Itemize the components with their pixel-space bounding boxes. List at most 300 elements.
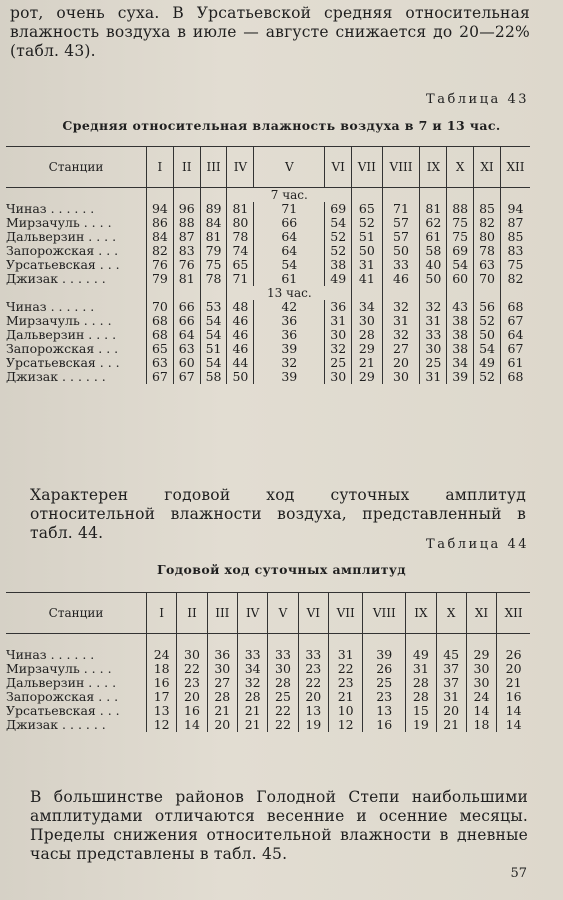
value-cell: 70: [474, 272, 501, 286]
value-cell: 22: [268, 704, 298, 718]
value-cell: 76: [173, 258, 200, 272]
value-cell: 36: [325, 300, 352, 314]
value-cell: 38: [447, 314, 474, 328]
value-cell: 67: [500, 342, 530, 356]
value-cell: 21: [237, 704, 267, 718]
value-cell: 40: [420, 258, 447, 272]
table-row: [6, 230, 530, 244]
value-cell: 23: [298, 662, 328, 676]
value-cell: 75: [447, 216, 474, 230]
value-cell: 54: [200, 328, 227, 342]
station-name-cell: Чиназ . . . . . .: [6, 202, 95, 216]
value-cell: 28: [237, 690, 267, 704]
value-cell: 14: [177, 718, 207, 732]
value-cell: 25: [268, 690, 298, 704]
value-cell: 12: [147, 718, 177, 732]
value-cell: 67: [173, 370, 200, 384]
value-cell: 86: [147, 216, 174, 230]
value-cell: 84: [147, 230, 174, 244]
value-cell: 20: [298, 690, 328, 704]
value-cell: 65: [147, 342, 174, 356]
column-header-month: XI: [466, 593, 496, 634]
value-cell: 81: [173, 272, 200, 286]
value-cell: 68: [147, 328, 174, 342]
value-cell: 28: [406, 690, 436, 704]
value-cell: 31: [382, 314, 420, 328]
value-cell: 21: [237, 718, 267, 732]
column-header-month: X: [436, 593, 466, 634]
table-row: [6, 202, 530, 216]
station-name-cell: Мирзачуль . . . .: [6, 662, 112, 676]
value-cell: 66: [173, 300, 200, 314]
spacer-cell: [237, 634, 267, 649]
column-header-month: IX: [406, 593, 436, 634]
value-cell: 30: [352, 314, 382, 328]
station-name-cell: Запорожская . . .: [6, 342, 119, 356]
value-cell: 31: [436, 690, 466, 704]
value-cell: 52: [325, 230, 352, 244]
value-cell: 31: [420, 314, 447, 328]
value-cell: 64: [254, 244, 325, 258]
value-cell: 66: [173, 314, 200, 328]
value-cell: 52: [474, 370, 501, 384]
column-header-stations: Станции: [6, 147, 147, 188]
value-cell: 75: [447, 230, 474, 244]
value-cell: 29: [466, 648, 496, 662]
section-label: 7 час.: [270, 188, 308, 202]
table43-header-row: [6, 147, 530, 188]
table43-caption: Средняя относительная влажность воздуха в 7 и 13 час.: [62, 118, 501, 133]
value-cell: 34: [447, 356, 474, 370]
value-cell: 28: [207, 690, 237, 704]
value-cell: 62: [420, 216, 447, 230]
value-cell: 33: [298, 648, 328, 662]
column-header-month: I: [147, 593, 177, 634]
value-cell: 75: [500, 258, 530, 272]
value-cell: 69: [447, 244, 474, 258]
section-label-row: [6, 188, 530, 203]
spacer-cell: [466, 634, 496, 649]
value-cell: 27: [207, 676, 237, 690]
section-label-cell: [147, 286, 174, 300]
station-name-cell: Джизак . . . . . .: [6, 718, 106, 732]
value-cell: 46: [227, 342, 254, 356]
value-cell: 32: [420, 300, 447, 314]
section-label-cell: [200, 286, 227, 300]
section-label-cell: [352, 286, 382, 300]
table-row: [6, 342, 530, 356]
value-cell: 16: [147, 676, 177, 690]
value-cell: 22: [268, 718, 298, 732]
value-cell: 21: [497, 676, 530, 690]
value-cell: 31: [420, 370, 447, 384]
value-cell: 24: [466, 690, 496, 704]
value-cell: 63: [474, 258, 501, 272]
value-cell: 83: [500, 244, 530, 258]
value-cell: 33: [237, 648, 267, 662]
section-label-cell: [382, 286, 420, 300]
table-row: [6, 300, 530, 314]
value-cell: 82: [500, 272, 530, 286]
section-label-cell: [147, 188, 174, 203]
column-header-month: V: [254, 147, 325, 188]
value-cell: 29: [352, 342, 382, 356]
value-cell: 70: [147, 300, 174, 314]
value-cell: 21: [207, 704, 237, 718]
station-name-cell: Запорожская . . .: [6, 244, 119, 258]
value-cell: 34: [237, 662, 267, 676]
section-label-cell: [500, 188, 530, 203]
table44-caption: Годовой ход суточных амплитуд: [157, 562, 406, 577]
value-cell: 16: [177, 704, 207, 718]
value-cell: 49: [474, 356, 501, 370]
value-cell: 13: [298, 704, 328, 718]
value-cell: 68: [147, 314, 174, 328]
value-cell: 42: [254, 300, 325, 314]
value-cell: 80: [474, 230, 501, 244]
column-header-month: IX: [420, 147, 447, 188]
value-cell: 64: [254, 230, 325, 244]
section-label-cell: [200, 188, 227, 203]
value-cell: 20: [382, 356, 420, 370]
page-number: 57: [510, 866, 527, 881]
value-cell: 52: [352, 216, 382, 230]
table-row: [6, 370, 530, 384]
value-cell: 13: [147, 704, 177, 718]
value-cell: 25: [363, 676, 406, 690]
column-header-month: VII: [328, 593, 362, 634]
value-cell: 19: [406, 718, 436, 732]
section-label-cell: [227, 286, 254, 300]
value-cell: 34: [352, 300, 382, 314]
station-name-cell: Чиназ . . . . . .: [6, 648, 95, 662]
value-cell: 30: [268, 662, 298, 676]
value-cell: 27: [382, 342, 420, 356]
value-cell: 20: [207, 718, 237, 732]
value-cell: 54: [474, 342, 501, 356]
value-cell: 81: [420, 202, 447, 216]
value-cell: 33: [382, 258, 420, 272]
value-cell: 13: [363, 704, 406, 718]
section-label-spacer: [6, 188, 147, 203]
spacer-cell: [406, 634, 436, 649]
value-cell: 71: [227, 272, 254, 286]
section-label-spacer: [6, 286, 147, 300]
value-cell: 14: [466, 704, 496, 718]
value-cell: 41: [352, 272, 382, 286]
value-cell: 83: [173, 244, 200, 258]
value-cell: 61: [500, 356, 530, 370]
value-cell: 30: [325, 370, 352, 384]
value-cell: 68: [500, 300, 530, 314]
value-cell: 74: [227, 244, 254, 258]
value-cell: 25: [325, 356, 352, 370]
value-cell: 96: [173, 202, 200, 216]
value-cell: 78: [200, 272, 227, 286]
table-row: [6, 328, 530, 342]
value-cell: 36: [254, 328, 325, 342]
station-name-cell: Урсатьевская . . .: [6, 704, 120, 718]
spacer-cell: [363, 634, 406, 649]
value-cell: 60: [447, 272, 474, 286]
section-label-cell: [173, 188, 200, 203]
column-header-month: XII: [500, 147, 530, 188]
value-cell: 43: [447, 300, 474, 314]
value-cell: 54: [200, 356, 227, 370]
section-label-cell: [474, 286, 501, 300]
value-cell: 32: [382, 300, 420, 314]
value-cell: 49: [325, 272, 352, 286]
column-header-month: IV: [237, 593, 267, 634]
station-name-cell: Чиназ . . . . . .: [6, 300, 95, 314]
value-cell: 63: [147, 356, 174, 370]
table-row: [6, 258, 530, 272]
value-cell: 63: [173, 342, 200, 356]
spacer-cell: [328, 634, 362, 649]
value-cell: 39: [363, 648, 406, 662]
section-label-cell: [352, 188, 382, 203]
value-cell: 18: [466, 718, 496, 732]
value-cell: 50: [382, 244, 420, 258]
value-cell: 25: [420, 356, 447, 370]
value-cell: 78: [474, 244, 501, 258]
value-cell: 29: [352, 370, 382, 384]
value-cell: 32: [237, 676, 267, 690]
value-cell: 30: [325, 328, 352, 342]
value-cell: 54: [447, 258, 474, 272]
column-header-month: XI: [474, 147, 501, 188]
value-cell: 82: [474, 216, 501, 230]
table-row: [6, 676, 530, 690]
value-cell: 23: [363, 690, 406, 704]
value-cell: 26: [497, 648, 530, 662]
value-cell: 48: [227, 300, 254, 314]
value-cell: 24: [147, 648, 177, 662]
value-cell: 12: [328, 718, 362, 732]
value-cell: 36: [207, 648, 237, 662]
spacer-cell: [497, 634, 530, 649]
section-label-cell: [447, 286, 474, 300]
value-cell: 87: [173, 230, 200, 244]
value-cell: 30: [466, 676, 496, 690]
value-cell: 28: [268, 676, 298, 690]
column-header-month: VI: [298, 593, 328, 634]
value-cell: 10: [328, 704, 362, 718]
value-cell: 53: [200, 300, 227, 314]
station-name-cell: Запорожская . . .: [6, 690, 119, 704]
value-cell: 88: [173, 216, 200, 230]
station-name-cell: Дальверзин . . . .: [6, 328, 117, 342]
value-cell: 30: [207, 662, 237, 676]
value-cell: 64: [173, 328, 200, 342]
value-cell: 79: [200, 244, 227, 258]
value-cell: 28: [406, 676, 436, 690]
value-cell: 39: [447, 370, 474, 384]
station-name-cell: Дальверзин . . . .: [6, 230, 117, 244]
table44: [6, 592, 530, 732]
value-cell: 14: [497, 704, 530, 718]
table-row: [6, 244, 530, 258]
value-cell: 82: [147, 244, 174, 258]
value-cell: 26: [363, 662, 406, 676]
value-cell: 56: [474, 300, 501, 314]
value-cell: 31: [352, 258, 382, 272]
column-header-month: I: [147, 147, 174, 188]
value-cell: 32: [382, 328, 420, 342]
value-cell: 52: [474, 314, 501, 328]
value-cell: 80: [227, 216, 254, 230]
value-cell: 31: [325, 314, 352, 328]
value-cell: 78: [227, 230, 254, 244]
value-cell: 15: [406, 704, 436, 718]
value-cell: 30: [382, 370, 420, 384]
value-cell: 89: [200, 202, 227, 216]
value-cell: 67: [147, 370, 174, 384]
value-cell: 18: [147, 662, 177, 676]
table-row: [6, 690, 530, 704]
value-cell: 76: [147, 258, 174, 272]
value-cell: 52: [325, 244, 352, 258]
value-cell: 39: [254, 342, 325, 356]
value-cell: 58: [200, 370, 227, 384]
section-label-cell: [420, 286, 447, 300]
spacer-cell: [207, 634, 237, 649]
spacer-cell: [177, 634, 207, 649]
section-label-row: [6, 286, 530, 300]
column-header-month: III: [207, 593, 237, 634]
value-cell: 20: [497, 662, 530, 676]
section-label-cell: [325, 188, 352, 203]
value-cell: 45: [436, 648, 466, 662]
table-row: [6, 704, 530, 718]
value-cell: 64: [500, 328, 530, 342]
value-cell: 54: [254, 258, 325, 272]
value-cell: 20: [436, 704, 466, 718]
column-header-month: X: [447, 147, 474, 188]
value-cell: 37: [436, 662, 466, 676]
station-name-cell: Дальверзин . . . .: [6, 676, 117, 690]
spacer-cell: [268, 634, 298, 649]
table44-header-row: [6, 593, 530, 634]
value-cell: 22: [177, 662, 207, 676]
value-cell: 30: [466, 662, 496, 676]
table43: [6, 146, 530, 384]
spacer-cell: [298, 634, 328, 649]
section-label-cell: [325, 286, 352, 300]
value-cell: 46: [227, 328, 254, 342]
value-cell: 94: [147, 202, 174, 216]
section-label-cell: [420, 188, 447, 203]
value-cell: 30: [420, 342, 447, 356]
value-cell: 58: [420, 244, 447, 258]
section-label-cell: [227, 188, 254, 203]
value-cell: 87: [500, 216, 530, 230]
value-cell: 31: [328, 648, 362, 662]
value-cell: 38: [447, 342, 474, 356]
value-cell: 61: [420, 230, 447, 244]
station-name-cell: Мирзачуль . . . .: [6, 216, 112, 230]
value-cell: 31: [406, 662, 436, 676]
table-row: [6, 718, 530, 732]
value-cell: 84: [200, 216, 227, 230]
value-cell: 36: [254, 314, 325, 328]
value-cell: 50: [227, 370, 254, 384]
station-name-cell: Урсатьевская . . .: [6, 356, 120, 370]
table-row: [6, 356, 530, 370]
value-cell: 21: [352, 356, 382, 370]
paragraph-final: В большинстве районов Голодной Степи наибольшими амплитудами отличаются весенние и осенние месяцы. Пределы снижения относительной влажности в дневные часы представлены в табл. 45.: [30, 788, 528, 863]
value-cell: 33: [268, 648, 298, 662]
value-cell: 54: [325, 216, 352, 230]
value-cell: 79: [147, 272, 174, 286]
spacer-cell: [147, 634, 177, 649]
value-cell: 60: [173, 356, 200, 370]
value-cell: 71: [254, 202, 325, 216]
value-cell: 21: [436, 718, 466, 732]
table-row: [6, 648, 530, 662]
value-cell: 21: [328, 690, 362, 704]
table43-number: Таблица 43: [426, 92, 529, 107]
column-header-month: IV: [227, 147, 254, 188]
column-header-month: VI: [325, 147, 352, 188]
value-cell: 39: [254, 370, 325, 384]
paragraph-middle: Характерен годовой ход суточных амплитуд относительной влажности воздуха, представленный в табл. 44.: [30, 486, 526, 542]
value-cell: 16: [497, 690, 530, 704]
column-header-month: II: [173, 147, 200, 188]
value-cell: 23: [328, 676, 362, 690]
value-cell: 22: [298, 676, 328, 690]
table44-number: Таблица 44: [426, 537, 529, 552]
value-cell: 32: [325, 342, 352, 356]
column-header-month: VIII: [363, 593, 406, 634]
section-label-cell: [447, 188, 474, 203]
value-cell: 54: [200, 314, 227, 328]
value-cell: 51: [352, 230, 382, 244]
value-cell: 46: [227, 314, 254, 328]
value-cell: 66: [254, 216, 325, 230]
value-cell: 16: [363, 718, 406, 732]
value-cell: 22: [328, 662, 362, 676]
value-cell: 61: [254, 272, 325, 286]
value-cell: 20: [177, 690, 207, 704]
value-cell: 75: [200, 258, 227, 272]
value-cell: 67: [500, 314, 530, 328]
value-cell: 65: [227, 258, 254, 272]
value-cell: 23: [177, 676, 207, 690]
table-spacer-row: [6, 634, 530, 649]
value-cell: 50: [352, 244, 382, 258]
value-cell: 81: [227, 202, 254, 216]
value-cell: 94: [500, 202, 530, 216]
value-cell: 57: [382, 216, 420, 230]
paragraph-intro: рот, очень суха. В Урсатьевской средняя относительная влажность воздуха в июле — августе снижается до 20—22% (табл. 43).: [10, 4, 530, 60]
value-cell: 19: [298, 718, 328, 732]
column-header-month: VII: [352, 147, 382, 188]
spacer-cell: [6, 634, 147, 649]
column-header-month: V: [268, 593, 298, 634]
section-label-cell: [173, 286, 200, 300]
value-cell: 38: [447, 328, 474, 342]
value-cell: 30: [177, 648, 207, 662]
value-cell: 46: [382, 272, 420, 286]
station-name-cell: Джизак . . . . . .: [6, 272, 106, 286]
column-header-month: VIII: [382, 147, 420, 188]
value-cell: 37: [436, 676, 466, 690]
value-cell: 68: [500, 370, 530, 384]
value-cell: 50: [420, 272, 447, 286]
column-header-month: II: [177, 593, 207, 634]
value-cell: 33: [420, 328, 447, 342]
